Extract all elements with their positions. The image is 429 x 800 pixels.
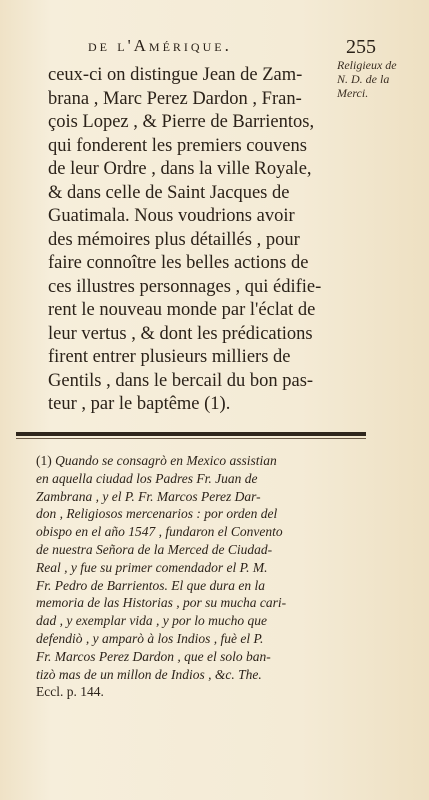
margin-note-line: N. D. de la (337, 72, 390, 86)
margin-note-line: Merci. (337, 86, 369, 100)
text-line: Guatimala. Nous voudrions avoir (48, 206, 295, 226)
footnote-line: memoria de las Historias , por su mucha cari- (36, 595, 287, 611)
footnote-line: dad , y exemplar vida , y por lo mucho que (36, 613, 267, 629)
footnote-divider (16, 432, 366, 436)
text-line: brana , Marc Perez Dardon , Fran- (48, 88, 302, 109)
text-line: Gentils , dans le bercail du bon pas- (48, 370, 314, 391)
footnote-text: Quando se consagrò en Mexico assistian (55, 453, 277, 468)
margin-note (337, 58, 427, 100)
running-header (48, 36, 378, 66)
footnote-line: en aquella ciudad los Padres Fr. Juan de (36, 470, 258, 486)
main-text (48, 64, 348, 417)
footnote-line: defendiò , y amparò à los Indios , fuè el P. (36, 630, 264, 646)
page-number: 255 (346, 36, 376, 58)
text-line: & dans celle de Saint Jacques de (48, 182, 290, 203)
footnote-line: tizò mas de un millon de Indios , &c. The. (36, 666, 262, 682)
footnote-line: don , Religiosos mercenarios : por orden del (36, 506, 278, 522)
text-line: firent entrer plusieurs milliers de (48, 347, 291, 367)
footnote (36, 452, 371, 701)
footnote-divider-thin (16, 438, 366, 439)
footnote-line: Real , y fue su primer comendador el P. M. (36, 559, 268, 575)
text-line: qui fonderent les premiers couvens (48, 135, 307, 156)
footnote-line: de nuestra Señora de la Merced de Ciudad- (36, 541, 273, 557)
footnote-line: Fr. Marcos Perez Dardon , que el solo ban- (36, 648, 271, 664)
text-line: faire connoître les belles actions de (48, 253, 309, 273)
text-line: ceux-ci on distingue Jean de Zam- (48, 65, 303, 85)
text-line: teur , par le baptême (1). (48, 394, 231, 414)
margin-note-line: Religieux de (337, 58, 397, 72)
footnote-marker: (1) (36, 453, 52, 468)
text-line: rent le nouveau monde par l'éclat de (48, 300, 316, 320)
running-title: de l'Amérique. (88, 36, 232, 55)
text-line: de leur Ordre , dans la ville Royale, (48, 159, 312, 179)
text-line: des mémoires plus détaillés , pour (48, 229, 300, 250)
footnote-first-line (36, 452, 371, 470)
text-line: ces illustres personnages , qui édifie- (48, 276, 322, 297)
footnote-line: Fr. Pedro de Barrientos. El que dura en la (36, 577, 265, 593)
text-line: leur vertus , & dont les prédications (48, 323, 313, 344)
footnote-line: Zambrana , y el P. Fr. Marcos Perez Dar- (36, 488, 261, 504)
footnote-citation: Eccl. p. 144. (36, 684, 104, 700)
text-line: çois Lopez , & Pierre de Barrientos, (48, 112, 315, 132)
footnote-line: obispo en el año 1547 , fundaron el Convento (36, 524, 283, 540)
